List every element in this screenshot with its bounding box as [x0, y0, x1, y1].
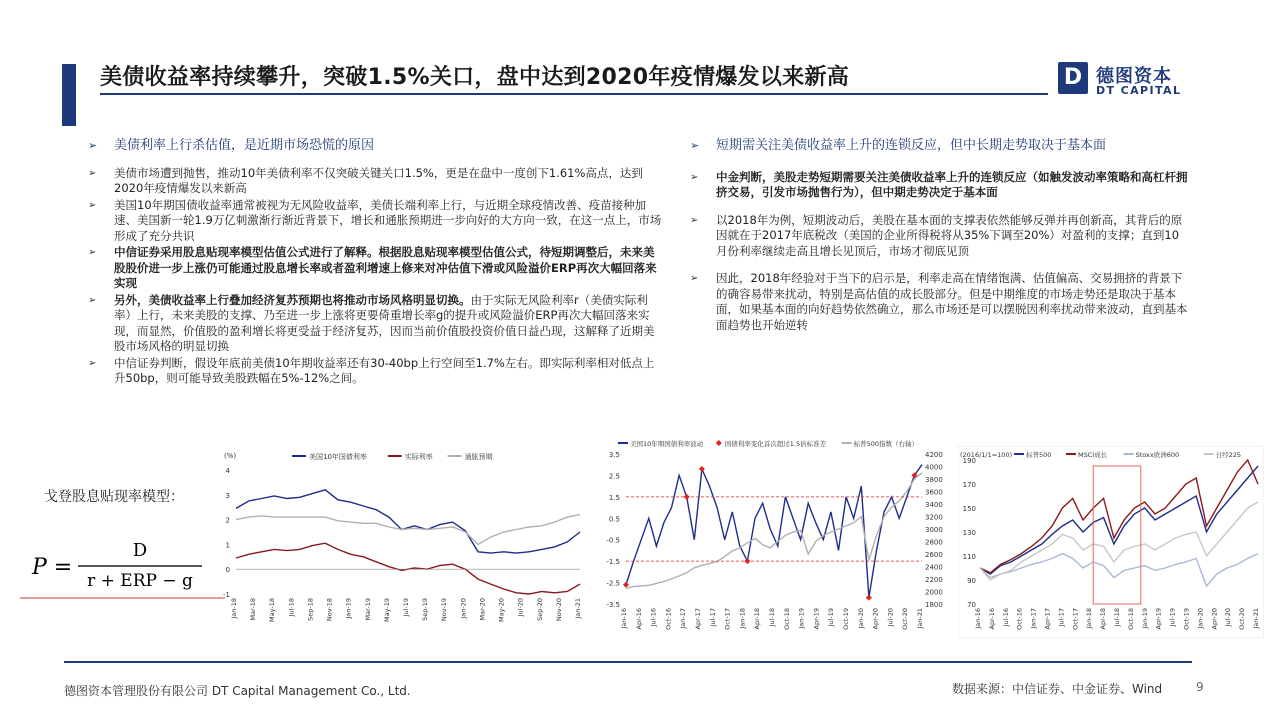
y2-tick-label: 2000	[925, 588, 943, 597]
x-tick-label: Apr-20	[871, 608, 880, 630]
series-line-0-1	[236, 543, 580, 594]
x-tick-label: Oct-16	[664, 608, 673, 630]
bullet-text: 由于实际无风险利率r（美债实际利率）上行，未来美股的支撑、乃至进一步上涨将更要倚重增长率g的提升或风险溢价ERP再次大幅回落来实现，而显然，价值股的盈利增长将更受益于经济复苏，因而当前价值股投资价值日益凸现，这解释了近期美股市场风格的明显切换	[114, 292, 655, 353]
gordon-formula	[20, 534, 225, 600]
x-tick-label: Oct-20	[1238, 608, 1247, 630]
x-tick-label: Apr-18	[753, 608, 762, 630]
right-column	[690, 138, 1190, 345]
footer-divider	[64, 661, 1192, 663]
x-tick-label: May-20	[497, 598, 506, 622]
signal-marker	[623, 582, 629, 588]
left-section-heading	[88, 138, 663, 154]
x-tick-label: Apr-17	[1043, 608, 1052, 630]
x-tick-label: Mar-19	[363, 598, 372, 621]
arrow-bullet-icon: ➢	[690, 273, 699, 284]
x-tick-label: Jul-18	[768, 608, 776, 627]
bullet-text: 另外，美债收益率上行叠加经济复苏预期也将推动市场风格明显切换。	[114, 292, 471, 307]
formula-denominator: r + ERP − g	[87, 571, 193, 591]
arrow-bullet-icon: ➢	[690, 214, 699, 226]
x-tick-label: Sep-19	[421, 598, 430, 621]
legend-label: MSCI成长	[1078, 451, 1108, 459]
x-tick-label: Oct-19	[842, 608, 850, 630]
x-tick-label: Apr-16	[634, 608, 643, 630]
left-heading-text: 美债利率上行杀估值，是近期市场恐慌的原因	[114, 138, 375, 153]
x-tick-label: Jan-21	[574, 598, 582, 619]
logo-english-name: DT CAPITAL	[1096, 84, 1182, 97]
x-tick-label: Jul-19	[1168, 608, 1177, 627]
logo-mark: D	[1058, 62, 1088, 94]
y-tick-label: 90	[967, 577, 976, 585]
legend-label: 标普500	[1026, 451, 1052, 459]
page-number: 9	[1196, 680, 1204, 694]
y2-tick-label: 3000	[925, 526, 943, 534]
arrow-bullet-icon: ➢	[88, 139, 98, 152]
y2-tick-label: 2600	[925, 551, 943, 559]
legend-label: 通胀预期	[464, 453, 493, 461]
y-tick-label: 0.5	[608, 515, 620, 524]
x-tick-label: Nov-20	[554, 598, 563, 622]
y-tick-label: 190	[962, 457, 976, 465]
y-tick-label: 1	[225, 541, 230, 550]
x-tick-label: Jan-16	[974, 608, 982, 629]
x-tick-label: Jan-20	[459, 598, 468, 619]
x-tick-label: May-18	[268, 598, 277, 622]
legend-label: 国债利率变化首次超过1.5倍标准差	[724, 440, 827, 448]
arrow-bullet-icon: ➢	[690, 171, 699, 183]
y2-tick-label: 4200	[925, 451, 943, 459]
y-tick-label: 150	[962, 505, 976, 513]
x-tick-label: Apr-16	[987, 608, 996, 630]
bullet-text: 美债市场遭到抛售，推动10年美债利率不仅突破关键关口1.5%，更是在盘中一度创下1.61%高点，达到2020年疫情爆发以来新高	[114, 165, 643, 195]
x-tick-label: Jan-17	[679, 608, 688, 629]
legend-label: 美国10年国债利率	[309, 453, 367, 461]
y2-tick-label: 3200	[925, 513, 943, 522]
title-accent-bar	[62, 64, 76, 126]
bullet-text: 中信证券采用股息贴现率模型估值公式进行了解释。根据股息贴现率模型估值公式，待短期调整后，未来美股股价进一步上涨仍可能通过股息增长率或者盈利增速上修来对冲估值下滑或风险溢价ERP再次大幅回落来实现	[114, 245, 657, 290]
x-tick-label: Jan-19	[1140, 608, 1149, 629]
arrow-bullet-icon: ➢	[88, 294, 97, 306]
bullet-text: 美国10年期国债收益率通常被视为无风险收益率，美债长端利率上行，与近期全球疫情改善、疫苗接种加速、美国新一轮1.9万亿刺激渐行渐近背景下，增长和通胀预期进一步向好的大方向一致，在这一点上，市场形成了充分共识	[114, 197, 662, 243]
legend-label: Stoxx欧洲600	[1135, 451, 1180, 459]
legend-label: 日经225	[1215, 451, 1242, 459]
signal-marker	[699, 466, 705, 472]
y2-tick-label: 1800	[925, 601, 943, 609]
y-tick-label: -1.5	[606, 558, 620, 567]
company-logo	[1058, 62, 1248, 98]
x-tick-label: Jan-21	[916, 608, 924, 629]
unit-label: (%)	[224, 452, 237, 460]
legend-label: 标普500指数（右轴）	[853, 440, 919, 448]
x-tick-label: Jan-19	[344, 598, 353, 619]
x-tick-label: Jul-18	[287, 598, 296, 617]
signal-marker	[684, 494, 690, 500]
arrow-bullet-icon: ➢	[690, 139, 700, 152]
x-tick-label: May-19	[382, 598, 391, 622]
legend-label: 实际利率	[404, 453, 433, 461]
right-bullet-0	[690, 170, 1190, 201]
y-tick-label: 3	[225, 491, 230, 500]
base-label: (2016/1/1=100)	[960, 451, 1013, 459]
y-tick-label: 3.5	[608, 451, 620, 459]
legend-label: 美国10年期国债利率波动	[630, 440, 704, 448]
right-bullet-2	[690, 271, 1190, 333]
x-tick-label: Jul-16	[1001, 608, 1010, 627]
bullet-text: 中金判断，美股走势短期需要关注美债收益率上升的连锁反应（如触发波动率策略和高杠杆拥挤交易，引发市场抛售行为），但中期走势决定于基本面	[716, 169, 1188, 199]
signal-marker	[744, 558, 750, 564]
formula-lhs: P =	[32, 555, 73, 580]
x-tick-label: Jul-19	[827, 608, 836, 627]
x-tick-label: Jan-21	[1252, 608, 1260, 629]
y2-tick-label: 2200	[925, 576, 943, 584]
x-tick-label: Jul-19	[402, 598, 410, 617]
x-tick-label: Jan-18	[738, 608, 747, 629]
x-tick-label: Oct-19	[1182, 608, 1191, 630]
arrow-bullet-icon: ➢	[88, 199, 97, 211]
legend-swatch	[716, 440, 722, 446]
arrow-bullet-icon: ➢	[88, 357, 97, 369]
series-line-1-2	[626, 473, 922, 589]
y2-tick-label: 3600	[925, 488, 943, 497]
series-line-0-2	[236, 515, 580, 545]
x-tick-label: Jul-20	[886, 608, 895, 627]
x-tick-label: Jan-18	[1085, 608, 1094, 629]
footer-company: 德图资本管理股份有限公司 DT Capital Management Co., Ltd.	[64, 684, 411, 698]
x-tick-label: Oct-20	[901, 608, 910, 630]
y-tick-label: 0	[225, 566, 230, 575]
y-tick-label: 1.5	[608, 493, 620, 502]
y-tick-label: 170	[962, 481, 976, 489]
arrow-bullet-icon: ➢	[88, 247, 97, 258]
signal-marker	[866, 595, 872, 601]
title-divider	[100, 93, 1048, 95]
formula-label: 戈登股息贴现率模型：	[44, 489, 184, 505]
x-tick-label: Sep-20	[535, 598, 544, 621]
left-bullet-4	[88, 356, 663, 387]
y-tick-label: -0.5	[606, 536, 620, 545]
x-tick-label: Jan-17	[1029, 608, 1038, 629]
x-tick-label: Oct-17	[1071, 608, 1080, 630]
y-tick-label: -2.5	[606, 579, 620, 588]
bullet-text: 中信证券判断，假设年底前美债10年期收益率还有30-40bp上行空间至1.7%左右。即实际利率相对低点上升50bp，则可能导致美股跌幅在5%-12%之间。	[114, 355, 655, 385]
x-tick-label: Jan-16	[620, 608, 628, 629]
y-tick-label: 2.5	[608, 472, 620, 481]
x-tick-label: Oct-17	[723, 608, 732, 630]
right-heading-text: 短期需关注美债收益率上升的连锁反应，但中长期走势取决于基本面	[716, 138, 1107, 153]
y2-tick-label: 2800	[925, 538, 943, 547]
y2-tick-label: 2400	[925, 563, 943, 572]
x-tick-label: Apr-20	[1210, 608, 1219, 630]
left-bullet-list	[88, 166, 663, 387]
x-tick-label: Jul-20	[1224, 608, 1233, 627]
left-bullet-2	[88, 245, 663, 292]
arrow-bullet-icon: ➢	[88, 167, 97, 179]
y-tick-label: 70	[967, 601, 976, 609]
chart-rate-volatility	[604, 436, 952, 636]
x-tick-label: Mar-20	[478, 598, 487, 621]
x-tick-label: Jan-18	[230, 598, 238, 619]
left-bullet-1	[88, 198, 663, 245]
x-tick-label: Apr-18	[1099, 608, 1108, 630]
x-tick-label: Mar-18	[249, 598, 258, 621]
page-title: 美债收益率持续攀升，突破1.5%关口，盘中达到2020年疫情爆发以来新高	[100, 65, 850, 90]
logo-chinese-name: 德图资本	[1096, 66, 1172, 87]
y-tick-label: -3.5	[606, 601, 620, 609]
x-tick-label: Nov-19	[440, 598, 449, 622]
x-tick-label: Apr-17	[694, 608, 702, 630]
left-bullet-3	[88, 293, 663, 355]
x-tick-label: Jan-20	[856, 608, 865, 629]
right-bullet-1	[690, 213, 1190, 260]
x-tick-label: Jul-18	[1113, 608, 1121, 627]
x-tick-label: Oct-16	[1015, 608, 1024, 630]
series-line-0-0	[236, 490, 580, 553]
x-tick-label: Oct-18	[1126, 608, 1135, 630]
right-bullet-list	[690, 170, 1190, 334]
y2-tick-label: 4000	[925, 463, 943, 472]
left-bullet-0	[88, 166, 663, 197]
bullet-text: 因此，2018年经验对于当下的启示是，利率走高在情绪饱满、估值偏高、交易拥挤的背景下的确容易带来扰动，特别是高估值的成长股部分。但是中期维度的市场走势还是取决于基本面，如果基本面的向好趋势依然确立，那么市场还是可以摆脱因利率扰动带来波动，直到基本面趋势也开始逆转	[716, 271, 1188, 332]
y-tick-label: 130	[962, 529, 976, 537]
x-tick-label: Apr-19	[812, 608, 821, 630]
x-tick-label: Jul-20	[516, 598, 525, 617]
x-tick-label: Jul-17	[1057, 608, 1066, 627]
y2-tick-label: 3800	[925, 476, 943, 484]
chart-us-rates	[222, 448, 584, 634]
footer-source: 数据来源：中信证券、中金证券、Wind	[952, 682, 1163, 696]
x-tick-label: Oct-18	[782, 608, 791, 630]
x-tick-label: Jul-17	[708, 608, 717, 627]
y-tick-label: 2	[225, 516, 230, 525]
x-tick-label: Sep-18	[306, 598, 315, 621]
left-column	[88, 138, 663, 388]
x-tick-label: Jan-19	[797, 608, 806, 629]
x-tick-label: Nov-18	[325, 598, 334, 622]
x-tick-label: Jan-20	[1196, 608, 1205, 629]
right-section-heading	[690, 138, 1190, 154]
y2-tick-label: 3400	[925, 501, 943, 509]
chart-global-indices	[958, 446, 1264, 638]
y-tick-label: -1	[223, 591, 230, 599]
y-tick-label: 110	[962, 553, 976, 561]
x-tick-label: Apr-19	[1154, 608, 1163, 630]
y-tick-label: 4	[225, 467, 230, 475]
x-tick-label: Jul-16	[649, 608, 658, 627]
bullet-text: 以2018年为例，短期波动后，美股在基本面的支撑表依然能够反弹并再创新高，其背后的原因就在于2017年底税改（美国的企业所得税将从35%下调至20%）对盈利的支撑；直到10月份利率继续走高且增长见顶后，市场才彻底见顶	[716, 212, 1183, 258]
formula-numerator: D	[132, 540, 148, 561]
